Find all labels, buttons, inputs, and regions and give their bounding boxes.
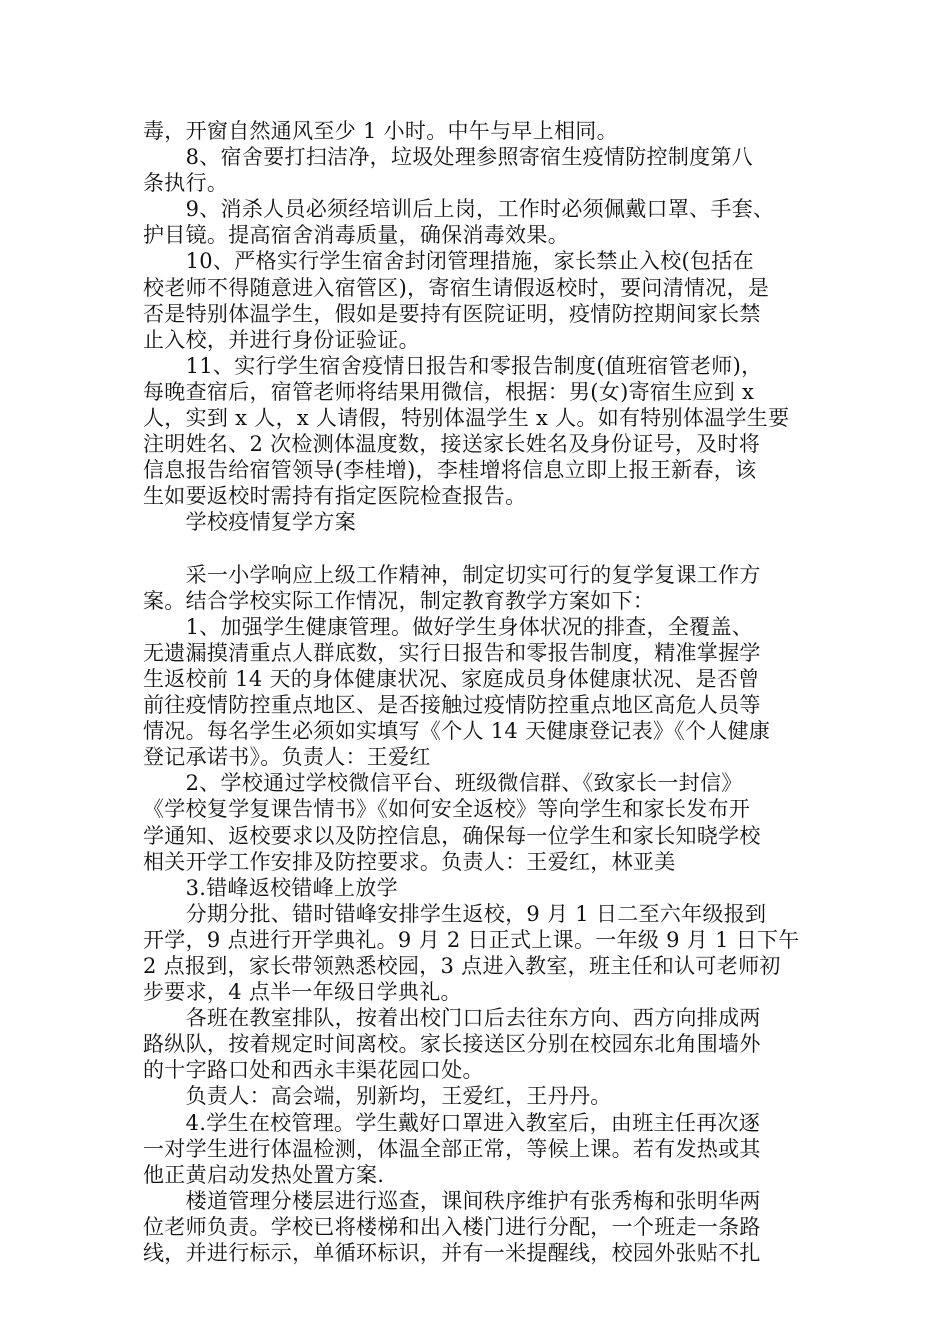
text-line: 相关开学工作安排及防控要求。负责人：王爱红，林亚美 — [143, 849, 676, 874]
text-line: 人，实到 x 人，x 人请假，特别体温学生 x 人。如有特别体温学生要 — [143, 406, 790, 431]
text-line: 否是特别体温学生，假如是要持有医院证明，疫情防控期间家长禁 — [143, 301, 761, 326]
text-line: 3.错峰返校错峰上放学 — [143, 875, 398, 900]
text-line: 信息报告给宿管领导(李桂增)，李桂增将信息立即上报王新春，该 — [143, 458, 757, 483]
text-line: 11、实行学生宿舍疫情日报告和零报告制度(值班宿管老师)， — [143, 353, 763, 378]
text-line: 条执行。 — [143, 171, 229, 196]
text-line: 线，并进行标示，单循环标识，并有一米提醒线，校园外张贴不扎 — [143, 1241, 761, 1266]
text-line: 的十字路口处和西永丰渠花园口处。 — [143, 1058, 484, 1083]
text-line: 楼道管理分楼层进行巡查，课间秩序维护有张秀梅和张明华两 — [143, 1188, 761, 1213]
text-line: 毒，开窗自然通风至少 1 小时。中午与早上相同。 — [143, 119, 618, 143]
text-line: 情况。每名学生必须如实填写《个人 14 天健康登记表》《个人健康 — [143, 719, 771, 744]
text-line: 止入校，并进行身份证验证。 — [143, 327, 420, 352]
text-line: 注明姓名、2 次检测体温度数，接送家长姓名及身份证号，及时将 — [143, 432, 761, 457]
text-line: 学通知、返校要求以及防控信息，确保每一位学生和家长知晓学校 — [143, 823, 761, 848]
text-line: 分期分批、错时错峰安排学生返校，9 月 1 日二至六年级报到 — [143, 901, 767, 926]
text-line: 位老师负责。学校已将楼梯和出入楼门进行分配，一个班走一条路 — [143, 1214, 761, 1239]
text-line: 路纵队，按着规定时间离校。家长接送区分别在校园东北角围墙外 — [143, 1032, 761, 1057]
text-line: 生返校前 14 天的身体健康状况、家庭成员身体健康状况、是否曾 — [143, 666, 760, 691]
text-line: 无遗漏摸清重点人群底数，实行日报告和零报告制度，精准掌握学 — [143, 640, 761, 665]
document-body — [143, 118, 811, 1266]
text-line: 采一小学响应上级工作精神，制定切实可行的复学复课工作方 — [143, 562, 761, 587]
text-line: 2、学校通过学校微信平台、班级微信群、《致家长一封信》 — [143, 771, 743, 796]
section-heading: 学校疫情复学方案 — [143, 510, 356, 535]
text-line: 2 点报到，家长带领熟悉校园，3 点进入教室，班主任和认可老师初 — [143, 954, 781, 978]
text-line: 8、宿舍要打扫洁净，垃圾处理参照寄宿生疫情防控制度第八 — [143, 145, 754, 170]
text-line: 开学，9 点进行开学典礼。9 月 2 日正式上课。一年级 9 月 1 日下午 — [143, 927, 800, 952]
text-line: 《学校复学复课告情书》《如何安全返校》等向学生和家长发布开 — [143, 797, 751, 822]
text-line: 生如要返校时需持有指定医院检查报告。 — [143, 484, 527, 509]
text-line: 校老师不得随意进入宿管区)，寄宿生请假返校时，要问清情况，是 — [143, 275, 770, 300]
text-line: 登记承诺书》。负责人：王爱红 — [143, 745, 431, 770]
text-line: 9、消杀人员必须经培训后上岗，工作时必须佩戴口罩、手套、 — [143, 197, 775, 222]
text-line: 护目镜。提高宿舍消毒质量，确保消毒效果。 — [143, 223, 569, 248]
text-line: 各班在教室排队，按着出校门口后去往东方向、西方向排成两 — [143, 1006, 761, 1031]
text-line: 案。结合学校实际工作情况，制定教育教学方案如下： — [143, 588, 655, 613]
text-line: 1、加强学生健康管理。做好学生身体状况的排查，全覆盖、 — [143, 614, 754, 639]
text-line: 他正黄启动发热处置方案. — [143, 1162, 385, 1187]
blank-line — [143, 536, 811, 562]
text-line: 前往疫情防控重点地区、是否接触过疫情防控重点地区高危人员等 — [143, 693, 761, 718]
text-line: 10、严格实行学生宿舍封闭管理措施，家长禁止入校(包括在 — [143, 249, 754, 274]
text-line: 每晚查宿后，宿管老师将结果用微信，根据：男(女)寄宿生应到 x — [143, 379, 755, 404]
text-line: 4.学生在校管理。学生戴好口罩进入教室后，由班主任再次逐 — [143, 1110, 761, 1135]
text-line: 步要求，4 点半一年级日学典礼。 — [143, 980, 462, 1005]
text-line: 负责人：高会端，别新均，王爱红，王丹丹。 — [143, 1084, 612, 1109]
text-line: 一对学生进行体温检测，体温全部正常，等候上课。若有发热或其 — [143, 1136, 761, 1161]
